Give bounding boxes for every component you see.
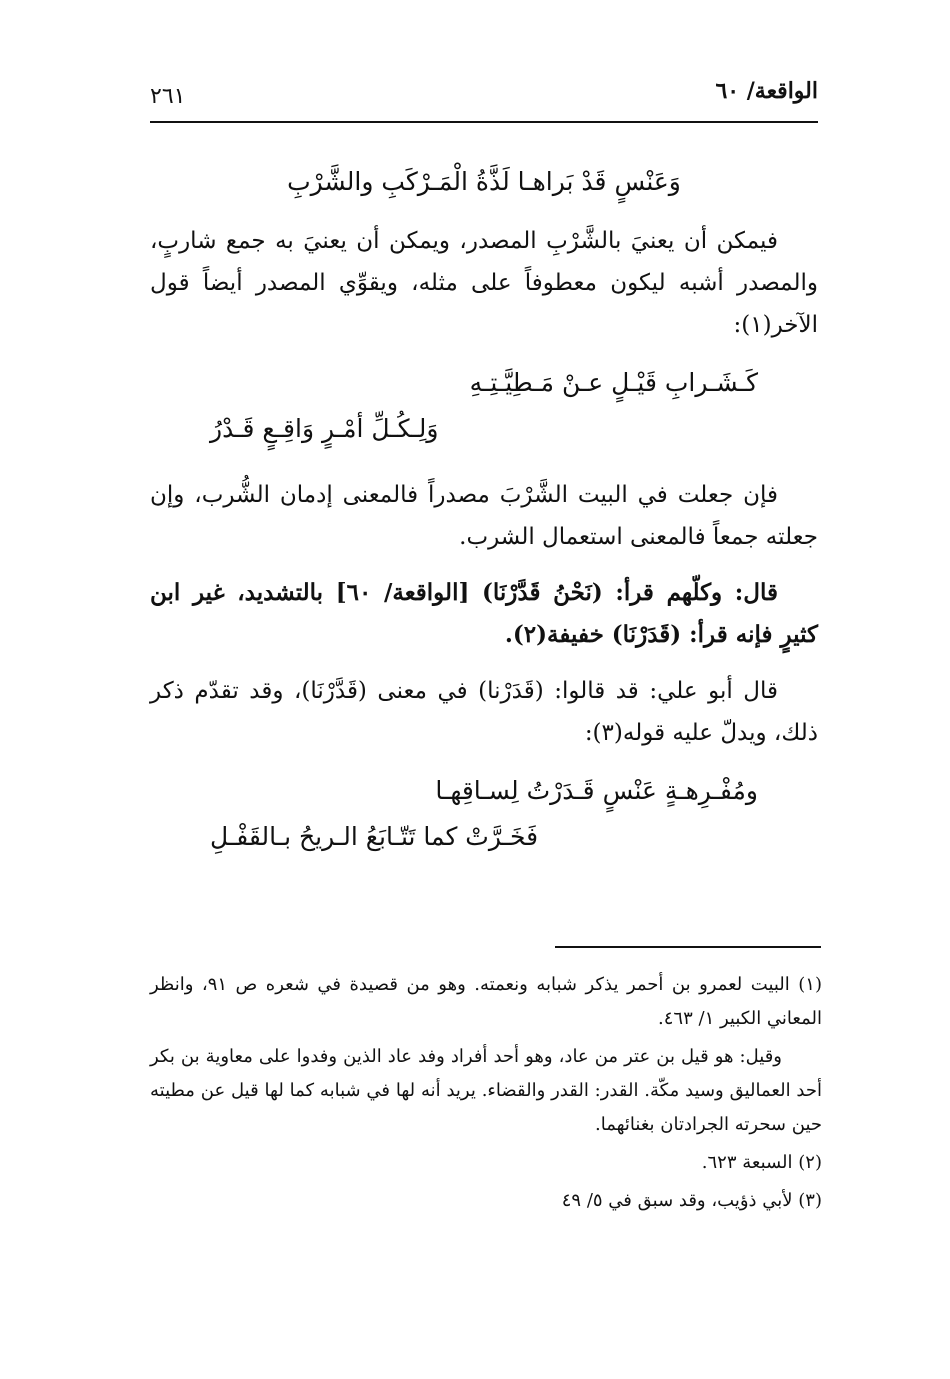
verse-1: وَعَنْسٍ قَدْ بَراهـا لَذَّةُ الْمَـرْكَبِ والشَّرْبِ <box>287 167 681 196</box>
paragraph-2: فإن جعلت في البيت الشَّرْبَ مصدراً فالمعنى إدمان الشُّرب، وإن جعلته جمعاً فالمعنى استعمال الشرب. <box>150 482 818 550</box>
footnote-2: (٢) السبعة ٦٢٣. <box>701 1152 822 1173</box>
paragraph-4: قال أبو علي: قد قالوا: (قَدَرْنا) في معنى (قَدَّرْنَا)، وقد تقدّم ذكر ذلك، ويدلّ عليه قوله(٣): <box>150 678 818 746</box>
page-header <box>150 78 818 118</box>
verse-3-second-hemistich: فَخَـرَّتْ كما تَتّـابَعُ الـريحُ بـالقَفْـلِ <box>210 822 539 851</box>
verse-3 <box>150 768 818 860</box>
verse-3-first-hemistich: ومُفْـرِهـةٍ عَنْسٍ قَـدَرْتُ لِسـاقِهـا <box>435 776 758 805</box>
running-title: الواقعة/ ٦٠ <box>715 78 818 104</box>
page-number: ٢٦١ <box>150 84 186 109</box>
main-text <box>150 150 818 882</box>
footnote-divider <box>555 946 821 948</box>
footnote-1-continuation: وقيل: هو قيل بن عتر من عاد، وهو أحد أفراد وفد عاد الذين وفدوا على معاوية بن بكر أحد العماليق وسيد مكّة. القدر: القدر والقضاء. يريد أنه لها في شبابه كما لها قيل عن مطيته حين سحرته الجرادتان بغنائهما. <box>150 1046 822 1135</box>
header-divider <box>150 121 818 123</box>
paragraph-3: قال: وكلّهم قرأ: (نَحْنُ قَدَّرْنَا) [الواقعة/ ٦٠] بالتشديد، غير ابن كثيرٍ فإنه قرأ: (قَدَرْنَا) خفيفة(٢). <box>150 579 818 648</box>
footnotes <box>150 968 822 1222</box>
verse-2 <box>150 360 818 452</box>
verse-2-first-hemistich: كَـشَـرابِ قَيْـلٍ عـنْ مَـطِيَّـتِـهِ <box>469 368 758 397</box>
footnote-1: (١) البيت لعمرو بن أحمر يذكر شبابه ونعمته. وهو من قصيدة في شعره ص ٩١، وانظر المعاني الكبير ١/ ٤٦٣. <box>150 974 822 1029</box>
paragraph-1: فيمكن أن يعنيَ بالشَّرْبِ المصدر، ويمكن أن يعنيَ به جمع شاربٍ، والمصدر أشبه ليكون معطوفاً على مثله، ويقوِّي المصدر أيضاً قول الآخر(١): <box>150 228 818 338</box>
verse-2-second-hemistich: وَلِـكُـلِّ أمْـرٍ وَاقِـعٍ قَـدْرُ <box>210 414 439 443</box>
footnote-3: (٣) لأبي ذؤيب، وقد سبق في ٥/ ٤٩ <box>561 1190 822 1211</box>
